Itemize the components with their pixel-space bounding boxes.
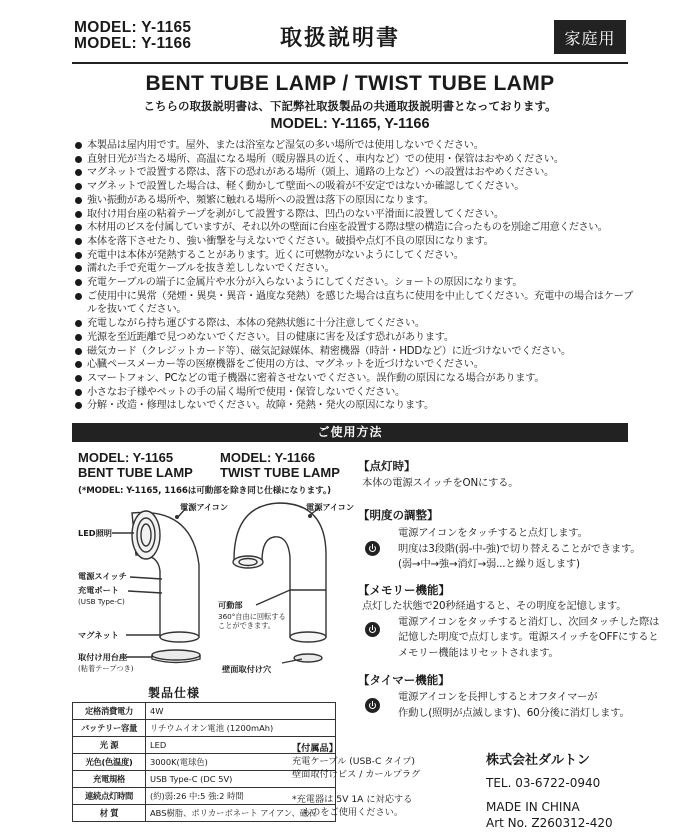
- document-title: 取扱説明書: [280, 26, 401, 51]
- label-base: 取付け用台座: [78, 652, 128, 662]
- bullet-icon: [75, 197, 82, 204]
- warning-item: 磁気カード（クレジットカード等）、磁気記録媒体、精密機器（時計・HDDなど）に近づけないでください。: [74, 345, 634, 359]
- model-line-2: MODEL: Y-1166: [74, 35, 192, 52]
- label-base-tape: (粘着テープつき): [78, 664, 134, 673]
- model-note: (*MODEL: Y-1165, 1166は可動部を除き同じ仕様になります。): [78, 486, 331, 496]
- bullet-icon: [75, 183, 82, 190]
- power-icon: [365, 698, 380, 713]
- label-rotate-2: ことができます。: [218, 621, 275, 630]
- label-power-icon-1: 電源アイコン: [180, 502, 229, 512]
- brightness-text: 電源アイコンをタッチすると点灯します。 明度は3段階(弱-中-強)で切り替えることができます。 (弱→中→強→消灯→弱...と繰り返します): [398, 527, 641, 570]
- warning-item: マグネットで設置する際は、落下の恐れがある場所（頭上、通路の上など）への設置はおやめください。: [74, 166, 634, 180]
- household-badge: 家庭用: [554, 20, 626, 54]
- warning-item: 強い振動がある場所や、頻繁に触れる場所への設置は落下の原因になります。: [74, 194, 634, 208]
- lamp2-heading: MODEL: Y-1166 TWIST TUBE LAMP: [220, 450, 340, 480]
- bullet-icon: [75, 334, 82, 341]
- label-wall-hole: 壁面取付け穴: [222, 664, 272, 674]
- brightness-heading: 【明度の調整】: [358, 508, 439, 522]
- bullet-icon: [75, 265, 82, 272]
- label-rotate-1: 360°自由に回転する: [218, 612, 286, 621]
- intro-subtitle: こちらの取扱説明書は、下記弊社取扱製品の共通取扱説明書となっております。: [143, 99, 557, 113]
- warning-item: 取付け用台座の粘着テープを剥がして設置する際は、凹凸のない平滑面に設置してください。: [74, 208, 634, 222]
- warning-list: [74, 139, 634, 413]
- bullet-icon: [75, 402, 82, 409]
- warning-item: 充電ケーブルの端子に金属片や水分が入らないようにしてください。ショートの原因になります。: [74, 276, 634, 290]
- product-title: BENT TUBE LAMP / TWIST TUBE LAMP: [145, 72, 555, 95]
- table-row: 連続点灯時間 (約)弱:26 中:5 強:2 時間: [73, 788, 336, 805]
- lighting-text: 本体の電源スイッチをONにする。: [362, 477, 519, 489]
- table-row: 材 質 ABS樹脂、ポリカーボネート アイアン、磁石: [73, 805, 336, 822]
- table-row: 光 源 LED: [73, 737, 336, 754]
- spec-title: 製品仕様: [148, 686, 201, 700]
- company-info: 株式会社ダルトン TEL. 03-6722-0940 MADE IN CHINA Art No. Z260312-420: [486, 753, 613, 830]
- label-usb: (USB Type-C): [78, 597, 125, 606]
- memory-heading: 【メモリー機能】: [358, 583, 450, 597]
- table-row: 充電規格 USB Type-C (DC 5V): [73, 771, 336, 788]
- bullet-icon: [75, 293, 82, 300]
- bullet-icon: [75, 211, 82, 218]
- table-row: バッテリー容量 リチウムイオン電池 (1200mAh): [73, 720, 336, 737]
- bullet-icon: [75, 238, 82, 245]
- bullet-icon: [75, 375, 82, 382]
- accessories: 【付属品】 充電ケーブル (USB-C タイプ) 壁面取付けビス / カールプラグ *充電器は 5V 1A に対応する ものをご使用ください。: [292, 743, 421, 818]
- bullet-icon: [75, 320, 82, 327]
- warning-item: 心臓ペースメーカー等の医療機器をご使用の方は、マグネットを近づけないでください。: [74, 358, 634, 372]
- model-line-1: MODEL: Y-1165: [74, 19, 192, 36]
- warning-item: ご使用中に異常（発煙・異臭・異音・過度な発熱）を感じた場合は直ちに使用を中止してください。充電中の場合はケーブルを抜いてください。: [74, 290, 634, 317]
- warning-item: 直射日光が当たる場所、高温になる場所（暖房器具の近く、車内など）での使用・保管はおやめください。: [74, 153, 634, 167]
- warning-item: 本製品は屋内用です。屋外、または浴室など湿気の多い場所では使用しないでください。: [74, 139, 634, 153]
- bullet-icon: [75, 389, 82, 396]
- bullet-icon: [75, 361, 82, 368]
- bullet-icon: [75, 224, 82, 231]
- power-icon: [365, 541, 380, 556]
- table-row: 光色(色温度) 3000K(電球色): [73, 754, 336, 771]
- label-movable: 可動部: [218, 600, 243, 610]
- label-led: LED照明: [78, 528, 112, 538]
- table-row: 定格消費電力 4W: [73, 703, 336, 720]
- label-power-switch: 電源スイッチ: [78, 571, 127, 581]
- memory-text: 点灯した状態で20秒経過すると、その明度を記憶します。 電源アイコンをタッチすると消灯し、次回タッチした際は 記憶した明度で点灯します。電源スイッチをOFFにすると メモリー機能はリセットされます。: [362, 600, 660, 659]
- label-magnet: マグネット: [78, 630, 119, 640]
- intro-models: MODEL: Y-1165, Y-1166: [270, 116, 430, 132]
- bullet-icon: [75, 156, 82, 163]
- warning-item: 濡れた手で充電ケーブルを抜き差ししないでください。: [74, 262, 634, 276]
- timer-text: 電源アイコンを長押しするとオフタイマーが 作動し(照明が点滅します)、60分後に消灯します。: [398, 691, 630, 719]
- bullet-icon: [75, 142, 82, 149]
- warning-item: スマートフォン、PCなどの電子機器に密着させないでください。誤作動の原因になる場合があります。: [74, 372, 634, 386]
- timer-heading: 【タイマー機能】: [358, 673, 450, 687]
- top-rule: [72, 62, 628, 64]
- bullet-icon: [75, 169, 82, 176]
- warning-item: 小さなお子様やペットの手の届く場所で使用・保管しないでください。: [74, 386, 634, 400]
- warning-item: 木材用のビスを付属していますが、それ以外の壁面に台座を設置する際は壁の構造に合ったものを別途ご用意ください。: [74, 221, 634, 235]
- label-power-icon-2: 電源アイコン: [306, 502, 355, 512]
- warning-item: 充電しながら持ち運びする際は、本体の発熱状態に十分注意してください。: [74, 317, 634, 331]
- warning-item: 分解・改造・修理はしないでください。故障・発熱・発火の原因になります。: [74, 399, 634, 413]
- usage-section-bar: ご使用方法: [72, 423, 628, 442]
- bullet-icon: [75, 279, 82, 286]
- warning-item: マグネットで設置した場合は、軽く動かして壁面への吸着が不安定ではないか確認してください。: [74, 180, 634, 194]
- bullet-icon: [75, 252, 82, 259]
- label-charge-port: 充電ポート: [78, 585, 119, 595]
- lamp1-heading: MODEL: Y-1165 BENT TUBE LAMP: [78, 450, 193, 480]
- model-numbers: [74, 20, 191, 52]
- warning-item: 充電中は本体が発熱することがあります。近くに可燃物がないようにしてください。: [74, 249, 634, 263]
- warning-item: 光源を至近距離で見つめないでください。目の健康に害を及ぼす恐れがあります。: [74, 331, 634, 345]
- lighting-heading: 【点灯時】: [358, 459, 416, 473]
- warning-item: 本体を落下させたり、強い衝撃を与えないでください。破損や点灯不良の原因になります。: [74, 235, 634, 249]
- bullet-icon: [75, 348, 82, 355]
